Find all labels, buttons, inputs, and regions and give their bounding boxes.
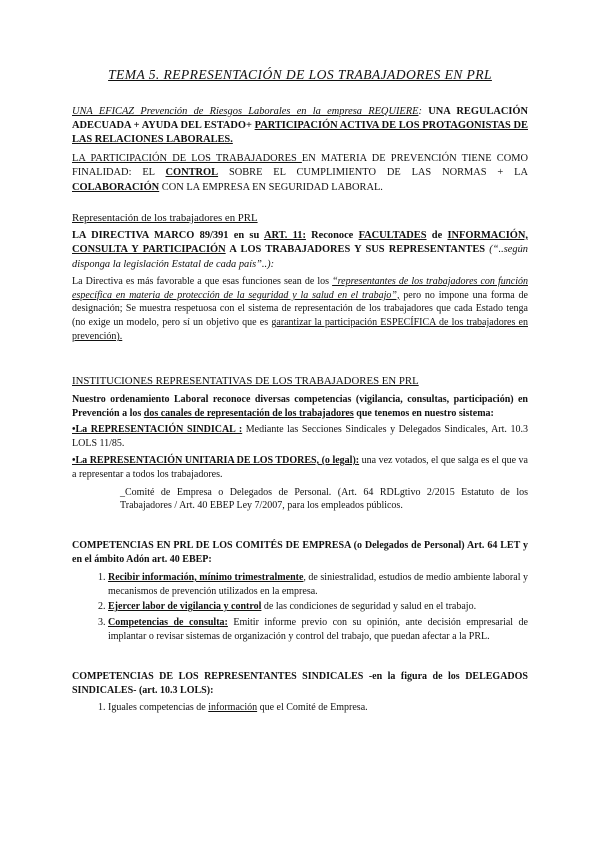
participacion-control: CONTROL — [165, 167, 219, 179]
directiva-a: LA DIRECTIVA MARCO 89/391 en su — [72, 229, 264, 241]
bullet-unitaria-text: una vez votados, el que salga es el que va a representar a todos los trabajadores. — [72, 454, 528, 480]
instituciones-lead-c: que tenemos en nuestro sistema: — [353, 407, 494, 419]
list-item-informacion: información — [208, 702, 258, 714]
list-item-title: Recibir información, mínimo trimestralmente — [108, 571, 304, 583]
list-item-title: Ejercer labor de vigilancia y control — [108, 601, 262, 613]
intro-lead: UNA EFICAZ Prevención de Riesgos Laborales en la empresa REQUIERE — [72, 105, 419, 117]
list-item — [108, 571, 528, 599]
explanation-c: pero no impone una forma de designación; Se muestra respetuosa con el sistema de representación de los trabajadores que cada Estado tenga (no exige un modelo, pero sí un objetivo que es — [72, 289, 528, 329]
participacion-lead: LA PARTICIPACIÓN DE LOS TRABAJADORES — [72, 152, 302, 164]
competencias-comites-list — [72, 571, 528, 644]
directiva-info-consulta: INFORMACIÓN, CONSULTA Y PARTICIPACIÓN — [72, 229, 528, 256]
list-item — [108, 616, 528, 644]
directiva-g: A LOS TRABAJADORES Y SUS REPRESENTANTES — [225, 244, 486, 256]
directiva-paragraph — [72, 229, 528, 272]
intro-paragraph — [72, 105, 528, 148]
section-heading-competencias-sindicales: COMPETENCIAS DE LOS REPRESENTANTES SINDICALES -en la figura de los DELEGADOS SINDICALES- (art. 10.3 LOLS): — [72, 670, 528, 696]
participacion-text-3: CON LA EMPRESA EN SEGURIDAD LABORAL. — [159, 181, 383, 193]
list-item-post: que el Comité de Empresa. — [257, 702, 368, 714]
list-item-text: , de siniestralidad, estudios de medio ambiente laboral y mecanismos de prevención utilizados en la empresa. — [108, 571, 528, 597]
participacion-paragraph — [72, 152, 528, 195]
list-item — [108, 701, 528, 715]
page-title: TEMA 5. REPRESENTACIÓN DE LOS TRABAJADORES EN PRL — [108, 67, 492, 82]
explanation-a: La Directiva es más favorable a que esas funciones sean de los — [72, 275, 333, 287]
bullet-sindical — [72, 423, 528, 451]
intro-participacion: PARTICIPACIÓN ACTIVA DE LOS PROTAGONISTAS DE LAS RELACIONES LABORALES. — [72, 120, 528, 146]
instituciones-lead — [72, 393, 528, 421]
list-item-text: Emitir informe previo con su opinión, ante decisión empresarial de implantar o revisar sistemas de organización y control del trabajo, que puedan afectar a la PRL. — [108, 617, 528, 642]
competencias-sindicales-list — [72, 701, 528, 715]
directiva-c: Reconoce — [305, 229, 359, 241]
list-item-pre: Iguales competencias de — [108, 702, 209, 714]
comite-note: _Comité de Empresa o Delegados de Personal. (Art. 64 RDLgtivo 2/2015 Estatuto de los Trabajadores / Art. 40 EBEP Ley 7/2007, para los empleados públicos. — [120, 486, 528, 512]
section-heading-competencias-comites: COMPETENCIAS EN PRL DE LOS COMITÉS DE EMPRESA (o Delegados de Personal) Art. 64 LET y en el ámbito Adón art. 40 EBEP: — [72, 540, 528, 565]
bullet-sindical-text: Mediante las Secciones Sindicales y Delegados Sindicales, Art. 10.3 LOLS 11/85. — [72, 424, 528, 450]
instituciones-lead-a: Nuestro ordenamiento Laboral reconoce diversas competencias (vigilancia, consultas, participación) en Prevención a los — [72, 393, 528, 419]
directiva-e: de — [426, 229, 448, 241]
bullet-unitaria — [72, 454, 528, 482]
section-heading-representacion: Representación de los trabajadores en PRL — [72, 211, 258, 224]
bullet-unitaria-label: •La REPRESENTACIÓN UNITARIA DE LOS TDORES, (o legal): — [72, 454, 360, 466]
list-item — [108, 600, 528, 614]
intro-colon: : — [418, 105, 429, 117]
directiva-article: ART. 11: — [263, 229, 306, 241]
participacion-colaboracion: COLABORACIÓN — [72, 181, 160, 193]
participacion-text-2: SOBRE EL CUMPLIMIENTO DE LAS NORMAS + LA — [218, 167, 528, 179]
directiva-explanation — [72, 275, 528, 344]
instituciones-dos-canales: dos canales de representación de los trabajadores — [143, 407, 354, 419]
explanation-quote: “representantes de los trabajadores con función específica en materia de protección de la seguridad y la salud en el trabajo”, — [72, 275, 528, 301]
list-item-text: de las condiciones de seguridad y salud en el trabajo. — [261, 601, 477, 613]
participacion-text-1: EN MATERIA DE PREVENCIÓN TIENE COMO FINALIDAD: EL — [72, 152, 528, 179]
directiva-quote: (“..según disponga la legislación Estatal de cada país”..): — [72, 244, 528, 270]
intro-regulacion: UNA REGULACIÓN ADECUADA + AYUDA DEL ESTADO+ — [72, 105, 529, 132]
list-item-title: Competencias de consulta: — [108, 617, 228, 629]
bullet-sindical-label: •La REPRESENTACIÓN SINDICAL : — [72, 424, 243, 436]
directiva-facultades: FACULTADES — [358, 229, 427, 241]
section-heading-instituciones: INSTITUCIONES REPRESENTATIVAS DE LOS TRABAJADORES EN PRL — [72, 374, 419, 387]
explanation-garantizar: garantizar la participación ESPECÍFICA de los trabajadores en prevención). — [72, 317, 528, 343]
document-body — [72, 66, 528, 717]
